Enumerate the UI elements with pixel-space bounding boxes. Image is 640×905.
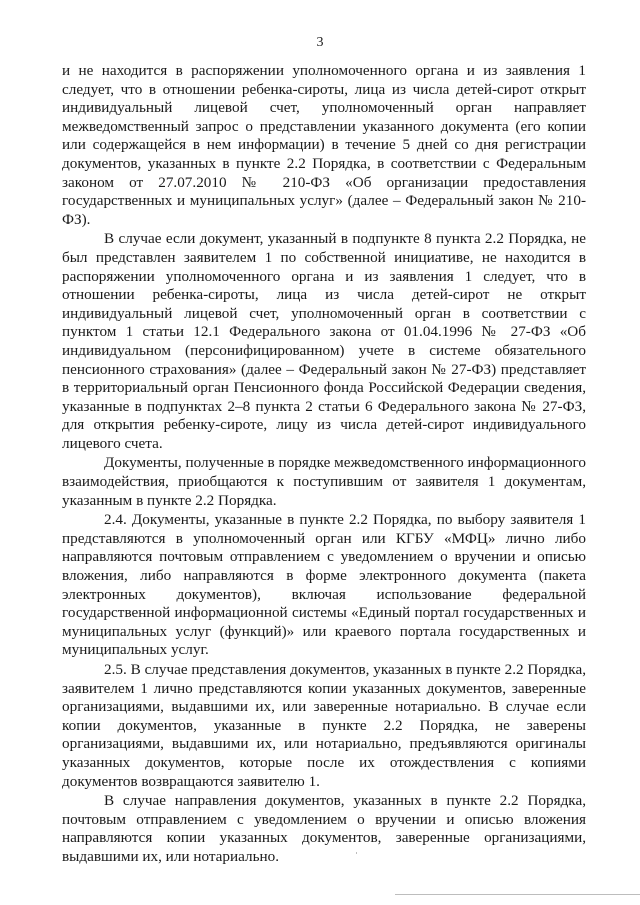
scan-artifact-dot <box>356 852 357 854</box>
paragraph-1: и не находится в распоряжении уполномоченного органа и из заявления 1 следует, что в отношении ребенка-сироты, лица из числа детей-сирот открыт индивидуальный лицевой счет, уполномоченный орган направляет межведомственный запрос о представлении указанного документа (его копии или содержащейся в нем информации) в течение 5 дней со дня регистрации документов, указанных в пункте 2.2 Порядка, в соответствии с Федеральным законом от 27.07.2010 № 210-ФЗ «Об организации предоставления государственных и муниципальных услуг» (далее – Федеральный закон № 210-ФЗ). <box>62 62 586 228</box>
paragraph-3: Документы, полученные в порядке межведомственного информационного взаимодействия, приобщаются к поступившим от заявителя 1 документам, указанным в пункте 2.2 Порядка. <box>62 454 586 509</box>
page-number: 3 <box>316 35 324 50</box>
paragraph-2: В случае если документ, указанный в подпункте 8 пункта 2.2 Порядка, не был представлен заявителем 1 по собственной инициативе, не находится в распоряжении уполномоченного органа и из заявления 1 следует, что в отношении ребенка-сироты, лица из числа детей-сирот не открыт индивидуальный лицевой счет, уполномоченный орган в соответствии с пунктом 1 статьи 12.1 Федерального закона от 01.04.1996 № 27-ФЗ «Об индивидуальном (персонифицированном) учете в системе обязательного пенсионного страхования» (далее – Федеральный закон № 27-ФЗ) представляет в территориальный орган Пенсионного фонда Российской Федерации сведения, указанные в подпунктах 2–8 пункта 2 статьи 6 Федерального закона № 27-ФЗ, для открытия ребенку-сироте, лицу из числа детей-сирот индивидуального лицевого счета. <box>62 230 586 452</box>
scan-artifact-line <box>395 894 640 895</box>
paragraph-6: В случае направления документов, указанных в пункте 2.2 Порядка, почтовым отправлением с уведомлением о вручении и описью вложения направляются копии указанных документов, заверенные организациями, выдавшими их, или нотариально. <box>62 792 586 865</box>
document-body <box>62 62 586 868</box>
paragraph-5: 2.5. В случае представления документов, указанных в пункте 2.2 Порядка, заявителем 1 лично представляются копии указанных документов, заверенные организациями, выдавшими их, или заверенные нотариально. В случае если копии документов, указанные в пункте 2.2 Порядка, не заверены организациями, выдавшими их, или нотариально, предъявляются оригиналы указанных документов, которые после их отождествления с копиями документов возвращаются заявителю 1. <box>62 661 586 790</box>
paragraph-4: 2.4. Документы, указанные в пункте 2.2 Порядка, по выбору заявителя 1 представляются в уполномоченный орган или КГБУ «МФЦ» лично либо направляются почтовым отправлением с уведомлением о вручении и описью вложения, либо направляются в форме электронного документа (пакета электронных документов), включая использование федеральной государственной информационной системы «Единый портал государственных и муниципальных услуг (функций)» или краевого портала государственных и муниципальных услуг. <box>62 511 586 659</box>
